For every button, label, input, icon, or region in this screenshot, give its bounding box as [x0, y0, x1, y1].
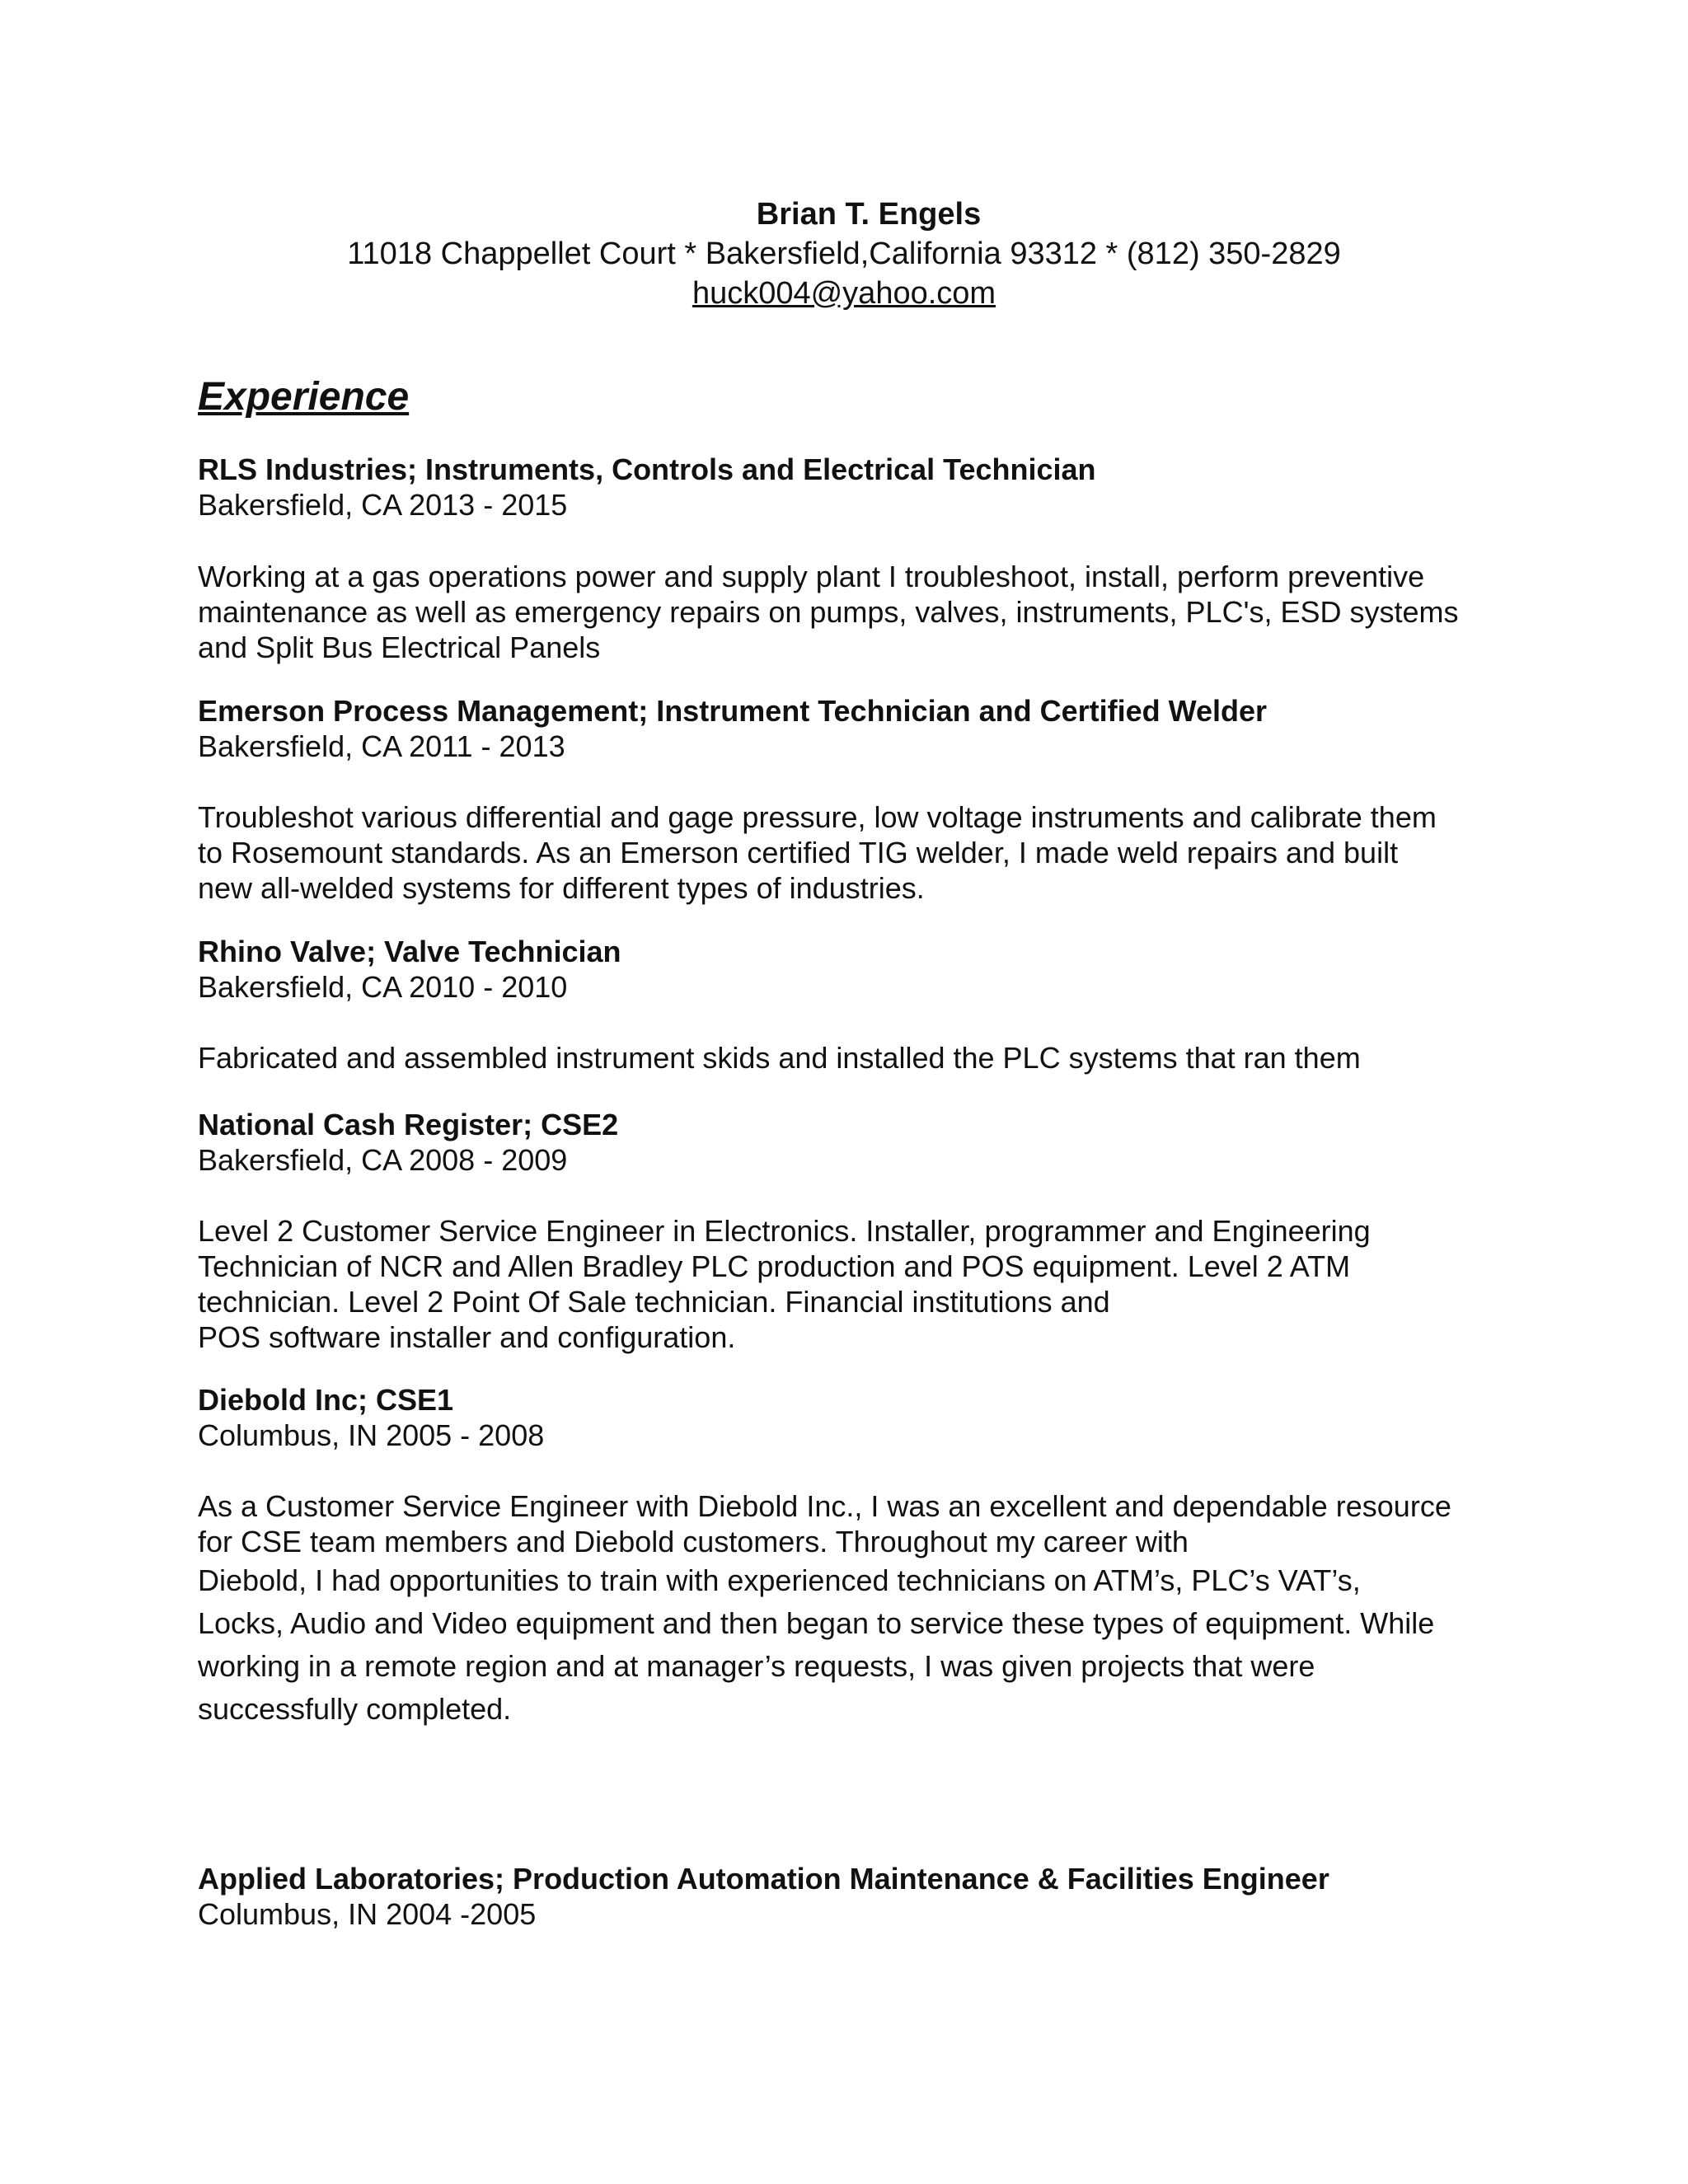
job-description [198, 1040, 1517, 1076]
job-entry [198, 934, 1517, 1005]
job-location-dates: Bakersfield, CA 2008 - 2009 [198, 1143, 568, 1177]
description-line: for CSE team members and Diebold customers. Throughout my career with [198, 1525, 1189, 1558]
job-entry [198, 452, 1517, 523]
description-line: technician. Level 2 Point Of Sale technician. Financial institutions and [198, 1285, 1110, 1319]
job-description [198, 559, 1517, 665]
description-line: maintenance as well as emergency repairs on pumps, valves, instruments, PLC's, ESD systems [198, 595, 1459, 629]
applicant-name: Brian T. Engels [756, 197, 982, 232]
job-title: Applied Laboratories; Production Automation Maintenance & Facilities Engineer [198, 1862, 1329, 1896]
description-line: Diebold, I had opportunities to train with experienced technicians on ATM’s, PLC’s VAT’s, [198, 1563, 1361, 1597]
job-entry [198, 1861, 1517, 1932]
email-link[interactable]: huck004@yahoo.com [692, 276, 996, 311]
job-title: RLS Industries; Instruments, Controls and Electrical Technician [198, 452, 1096, 486]
job-location-dates: Bakersfield, CA 2013 - 2015 [198, 488, 568, 522]
job-description [198, 1488, 1517, 1559]
job-title: Rhino Valve; Valve Technician [198, 935, 621, 968]
description-line: working in a remote region and at manager’s requests, I was given projects that were [198, 1649, 1315, 1683]
job-title: National Cash Register; CSE2 [198, 1108, 619, 1141]
contact-address: 11018 Chappellet Court * Bakersfield,California 93312 * (812) 350-2829 [347, 237, 1341, 271]
job-title: Diebold Inc; CSE1 [198, 1383, 454, 1417]
job-description [198, 799, 1517, 906]
job-title: Emerson Process Management; Instrument Technician and Certified Welder [198, 694, 1267, 728]
description-line: Technician of NCR and Allen Bradley PLC production and POS equipment. Level 2 ATM [198, 1249, 1351, 1283]
section-heading-experience: Experience [198, 375, 410, 419]
job-entry [198, 1382, 1517, 1453]
description-line: and Split Bus Electrical Panels [198, 630, 601, 664]
job-location-dates: Columbus, IN 2004 -2005 [198, 1897, 537, 1931]
description-line: Working at a gas operations power and supply plant I troubleshoot, install, perform preventive [198, 560, 1425, 593]
job-location-dates: Columbus, IN 2005 - 2008 [198, 1418, 545, 1452]
description-line: Troubleshot various differential and gage pressure, low voltage instruments and calibrate them [198, 800, 1437, 834]
job-entry [198, 1107, 1517, 1178]
description-line: successfully completed. [198, 1692, 512, 1726]
description-line: POS software installer and configuration. [198, 1320, 736, 1354]
job-location-dates: Bakersfield, CA 2011 - 2013 [198, 729, 565, 763]
job-description-continued [198, 1559, 1517, 1731]
description-line: new all-welded systems for different types of industries. [198, 871, 925, 905]
job-entry [198, 693, 1517, 764]
description-line: to Rosemount standards. As an Emerson certified TIG welder, I made weld repairs and built [198, 836, 1399, 869]
description-line: Locks, Audio and Video equipment and then began to service these types of equipment. While [198, 1606, 1435, 1640]
description-line: As a Customer Service Engineer with Diebold Inc., I was an excellent and dependable resource [198, 1489, 1451, 1523]
description-line: Level 2 Customer Service Engineer in Electronics. Installer, programmer and Engineering [198, 1214, 1371, 1248]
description-line: Fabricated and assembled instrument skids and installed the PLC systems that ran them [198, 1041, 1361, 1075]
contact-header [0, 194, 1688, 313]
job-location-dates: Bakersfield, CA 2010 - 2010 [198, 970, 568, 1004]
job-description [198, 1213, 1517, 1355]
